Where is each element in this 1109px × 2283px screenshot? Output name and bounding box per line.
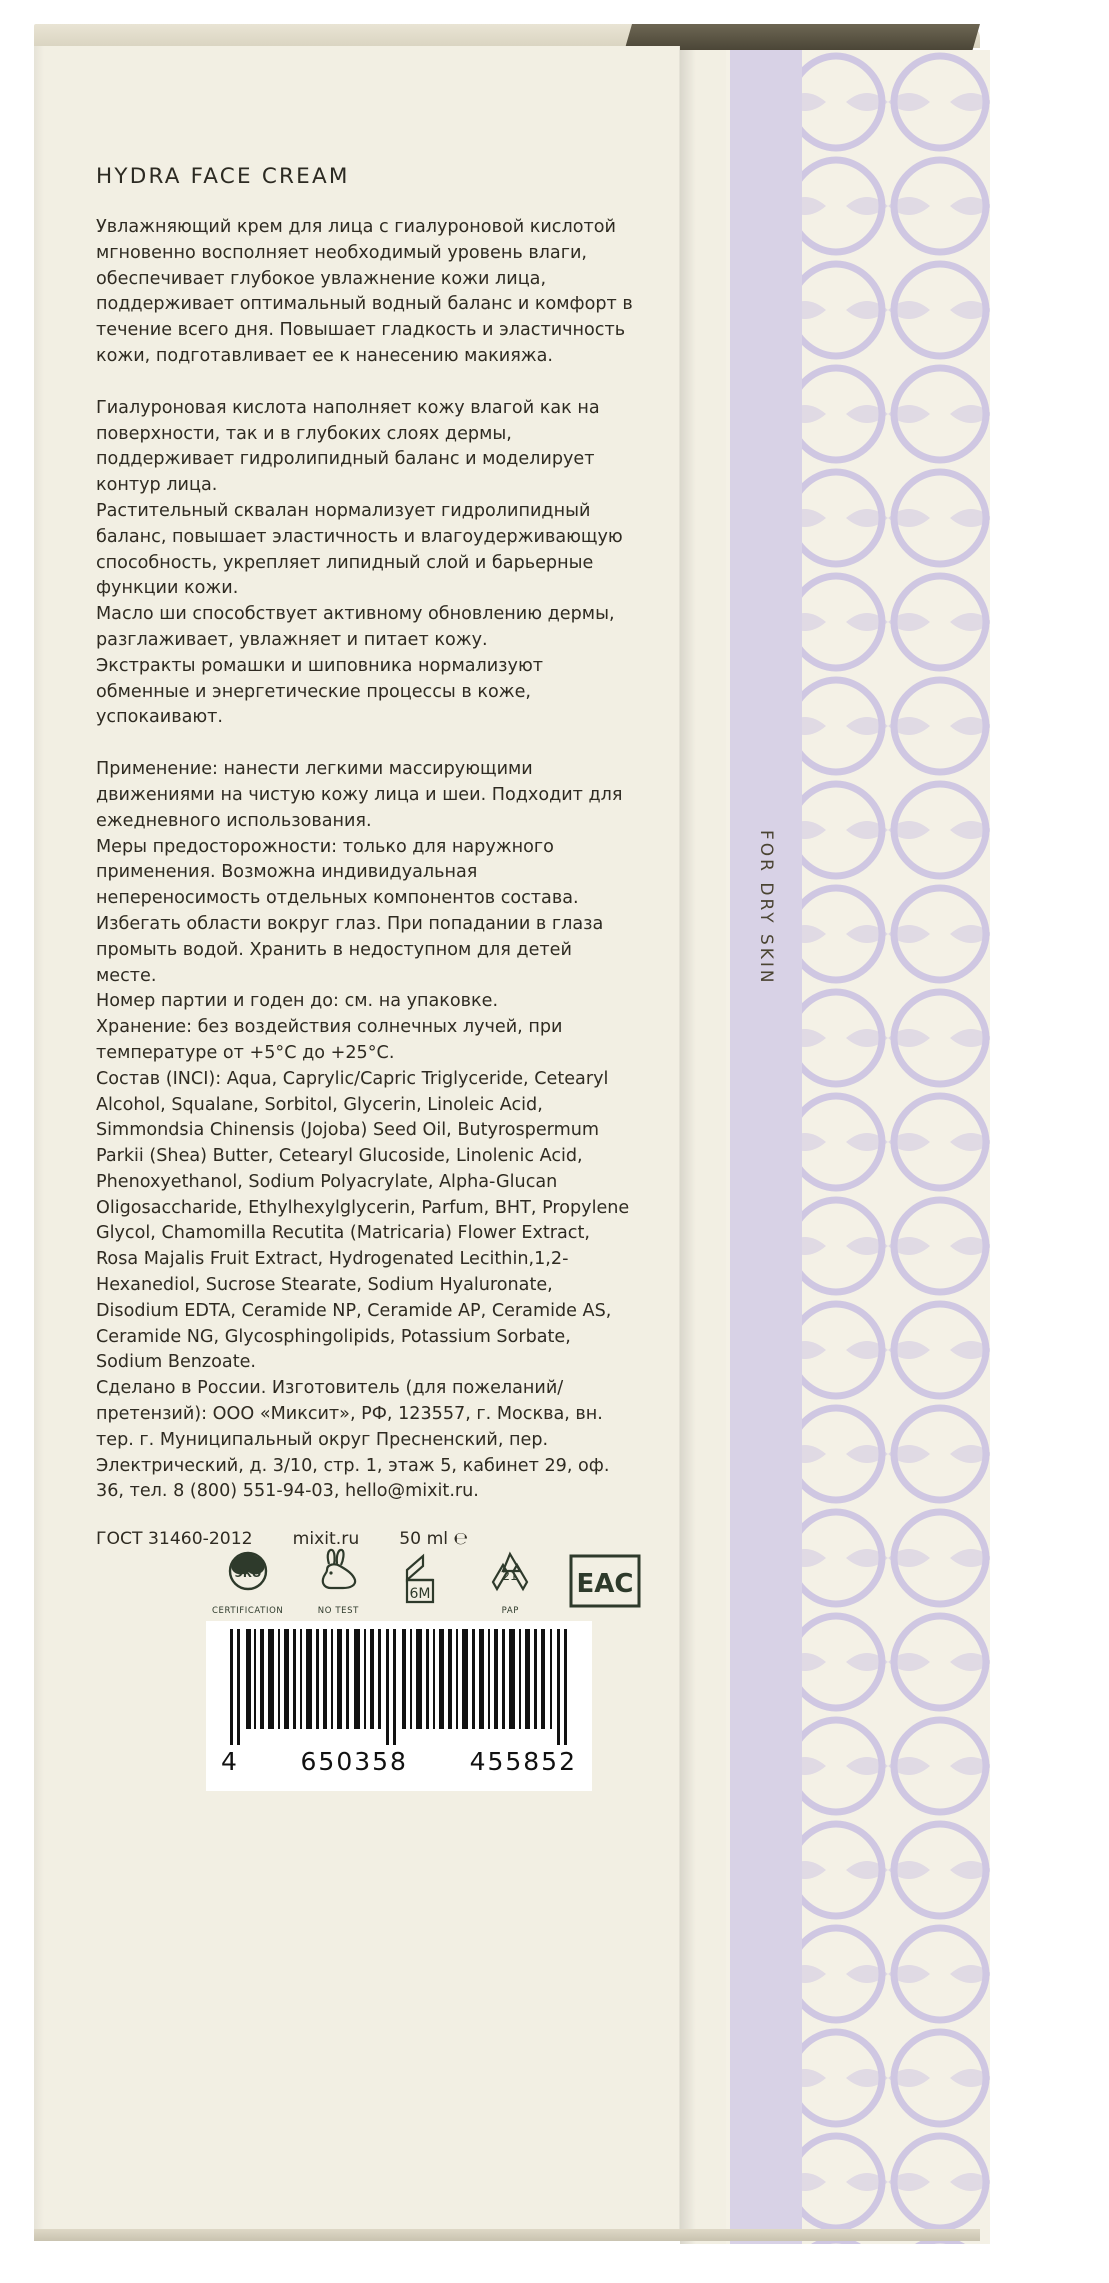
website-url: mixit.ru (292, 1529, 360, 1550)
lilac-floral-pattern (680, 50, 990, 2244)
barcode-digits-left-group: 650358 (300, 1747, 408, 1776)
eco-icon-glyph: ЭКО (234, 1567, 261, 1580)
eac-conformity-icon (565, 1550, 645, 1616)
storage-label: Хранение: (96, 1017, 193, 1038)
certification-icons-row (212, 1526, 632, 1616)
storage-paragraph (96, 1015, 636, 1067)
pap-caption: PAP (501, 1606, 519, 1616)
composition-label: Состав (INCI): (96, 1068, 222, 1089)
period-after-opening-icon (393, 1550, 455, 1616)
benefit-text: нормализует гидролипидный баланс, повышает эластичность и влагоудерживающую способность, укрепляет липидный слой и барьерные функции кожи. (96, 500, 623, 599)
eco-icon-caption: CERTIFICATION (212, 1606, 284, 1616)
intro-rest: мгновенно восполняет необходимый уровень влаги, обеспечивает глубокое увлажнение кожи лица, поддерживает оптимальный водный баланс и комфорт в течение всего дня. Повышает гладкость и эластичность кожи, подготавливает ее к нанесению макияжа. (96, 242, 633, 366)
benefit-shea (96, 602, 636, 654)
benefit-squalane (96, 499, 636, 602)
side-skin-type-label: FOR DRY SKIN (756, 830, 776, 986)
precautions-label: Меры предосторожности: (96, 836, 338, 857)
benefit-name: Гиалуроновая кислота (96, 397, 307, 418)
package-bottom-edge (34, 2229, 980, 2241)
package-side-panel (680, 50, 990, 2244)
barcode-digits-right-group: 455852 (469, 1747, 577, 1776)
benefit-text: наполняет кожу влагой как на поверхности, так и в глубоких слоях дермы, поддерживает гидролипидный баланс и моделирует контур лица. (96, 397, 600, 496)
intro-paragraph (96, 215, 636, 370)
batch-paragraph (96, 989, 636, 1015)
batch-label: Номер партии и годен до: (96, 991, 339, 1012)
pao-value: 6M (409, 1586, 431, 1602)
page-title: HYDRA FACE CREAM (96, 164, 350, 189)
open-jar-6m-icon (393, 1550, 455, 1612)
eco-certification-icon (212, 1544, 283, 1616)
barcode-digit-first: 4 (221, 1747, 239, 1776)
intro-lead: Увлажняющий крем для лица с гиалуроновой кислотой (96, 217, 616, 237)
precautions-paragraph (96, 835, 636, 990)
benefit-text: нормализуют обменные и энергетические процессы в коже, успокаивают. (96, 655, 544, 728)
benefit-hyaluronic (96, 396, 636, 499)
side-accent-strip (730, 50, 802, 2244)
precautions-text: только для наружного применения. Возможна индивидуальная непереносимость отдельных компонентов состава. Избегать области вокруг глаз. При попадании в глаза промыть водой. Хранить в недоступном для детей месте. (96, 836, 604, 986)
recycling-triangle-icon (481, 1544, 539, 1602)
label-content (96, 164, 636, 1549)
usage-paragraph (96, 757, 636, 834)
benefit-extracts (96, 654, 636, 731)
no-test-caption: NO TEST (317, 1606, 359, 1616)
benefit-name: Растительный сквалан (96, 500, 309, 521)
usage-label: Применение: (96, 759, 218, 780)
product-package (34, 24, 1034, 2256)
benefit-name: Экстракты ромашки и шиповника (96, 655, 413, 676)
eac-mark-icon (565, 1550, 645, 1612)
side-fold-shadow (680, 50, 696, 2244)
package-front-face (34, 46, 680, 2234)
usage-text: нанести легкими массирующими движениями на чистую кожу лица и шеи. Подходит для ежедневного использования. (96, 759, 623, 831)
manufacturer-text: (для пожеланий/претензий): ООО «Миксит», РФ, 123557, г. Москва, вн. тер. г. Муниципальный округ Пресненский, пер. Электрический, д. 3/10, стр. 1, этаж 5, кабинет 29, оф. 36, тел. 8 (800) 551-94-03, hello@mixit.ru. (96, 1378, 610, 1502)
recycle-pap21-icon (481, 1544, 539, 1616)
storage-text: без воздействия солнечных лучей, при температуре от +5°C до +25°C. (96, 1017, 563, 1063)
manufacturer-paragraph (96, 1376, 636, 1505)
benefit-text: способствует активному обновлению дермы, разглаживает, увлажняет и питает кожу. (96, 604, 615, 650)
gost-standard: ГОСТ 31460-2012 (96, 1529, 253, 1550)
manufacturer-label: Сделано в России. Изготовитель (96, 1378, 400, 1399)
net-volume: 50 ml ℮ (399, 1529, 469, 1550)
batch-text: см. на упаковке. (339, 991, 499, 1012)
rabbit-icon (309, 1544, 367, 1602)
recycle-code: 21 (502, 1569, 518, 1583)
barcode-bars (226, 1629, 572, 1745)
eco-leaf-circle-icon (219, 1544, 277, 1602)
composition-text: Aqua, Caprylic/Capric Triglyceride, Cetearyl Alcohol, Squalane, Sorbitol, Glycerin, Linoleic Acid, Simmondsia Chinensis (Jojoba) Seed Oil, Butyrospermum Parkii (Shea) Butter, Cetearyl Glucoside, Linolenic Acid, Phenoxyethanol, Sodium Polyacrylate, Alpha-Glucan Oligosaccharide, Ethylhexylglycerin, Parfum, BHT, Propylene Glycol, Chamomilla Recutita (Matricaria) Flower Extract, Rosa Majalis Fruit Extract, Hydrogenated Lecithin,1,2-Hexanediol, Sucrose Stearate, Sodium Hyaluronate, Disodium EDTA, Ceramide NP, Ceramide AP, Ceramide AS, Ceramide NG, Glycosphingolipids, Potassium Sorbate, Sodium Benzoate. (96, 1068, 630, 1373)
benefit-name: Масло ши (96, 604, 187, 625)
no-animal-test-icon (309, 1544, 367, 1616)
composition-paragraph (96, 1067, 636, 1377)
barcode (206, 1621, 592, 1791)
barcode-digits (219, 1747, 579, 1776)
eac-text: EAC (576, 1569, 634, 1599)
